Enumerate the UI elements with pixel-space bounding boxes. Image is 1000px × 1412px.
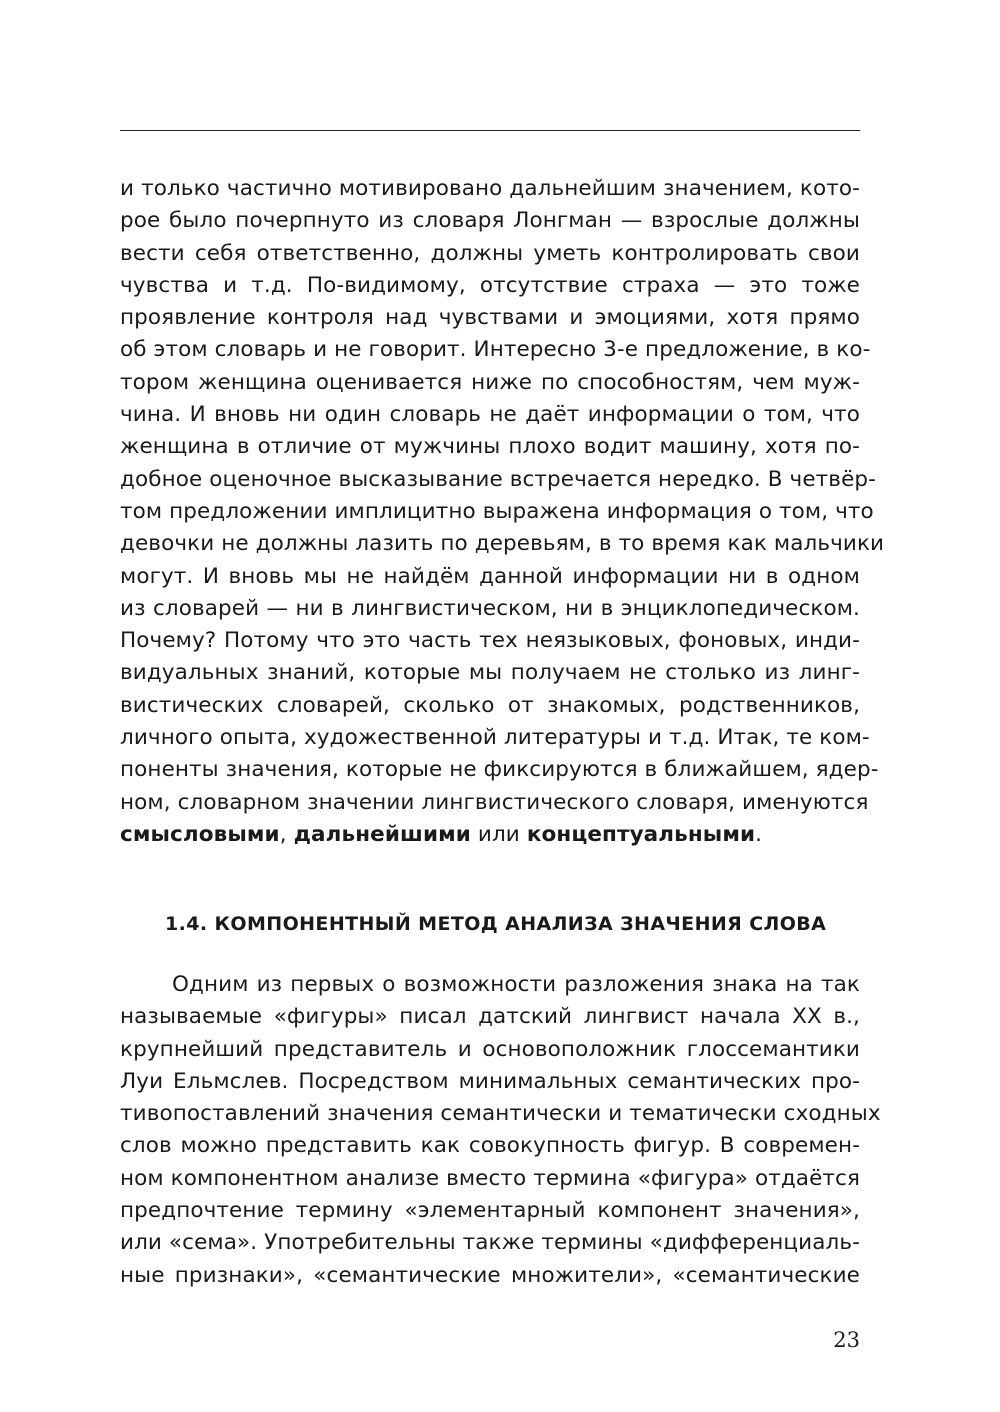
text-line: тором женщина оценивается ниже по способностям, чем муж- (120, 369, 860, 395)
text-line: ные признаки», «семантические множители», «семантические (120, 1262, 860, 1288)
text-line: том предложении имплицитно выражена информация о том, что (120, 498, 874, 524)
text-line: девочки не должны лазить по деревьям, в то время как мальчики (120, 531, 885, 557)
text-line: женщина в отличие от мужчины плохо водит машину, хотя по- (120, 434, 860, 460)
text-line: предпочтение термину «элементарный компонент значения», (120, 1198, 860, 1224)
text-line: рое было почерпнуто из словаря Лонгман — взрослые должны (120, 208, 860, 234)
text-line: вести себя ответственно, должны уметь контролировать свои (120, 240, 860, 266)
text-line: могут. И вновь мы не найдём данной информации ни в одном (120, 563, 860, 589)
text-line: ном, словарном значении лингвистического словаря, именуются (120, 789, 869, 815)
text-line: об этом словарь и не говорит. Интересно 3-е предложение, в ко- (120, 337, 871, 363)
paragraph-2 (120, 969, 881, 1292)
page-number: 23 (833, 1328, 860, 1352)
text-line: Одним из первых о возможности разложения знака на так (172, 972, 860, 997)
text-line: добное оценочное высказывание встречается нередко. В четвёр- (120, 466, 877, 492)
text-line: проявление контроля над чувствами и эмоциями, хотя прямо (120, 305, 860, 331)
text-line: чина. И вновь ни один словарь не даёт информации о том, что (120, 402, 860, 428)
text-line: слов можно представить как совокупность фигур. В современ- (120, 1133, 860, 1159)
text-line: называемые «фигуры» писал датский лингвист начала XX в., (120, 1004, 860, 1030)
text-line: тивопоставлений значения семантически и тематически сходных (120, 1101, 881, 1127)
text-line: личного опыта, художественной литературы и т.д. Итак, те ком- (120, 725, 870, 751)
bold-term: смысловыми (120, 821, 280, 847)
text-line: или «сема». Употребительны также термины «дифференциаль- (120, 1230, 860, 1256)
header-rule (120, 130, 860, 131)
separator: , (279, 821, 294, 847)
text-line: ном компонентном анализе вместо термина «фигура» отдаётся (120, 1165, 860, 1191)
text-line: Луи Ельмслев. Посредством минимальных семантических про- (120, 1068, 860, 1094)
period: . (755, 821, 763, 847)
text-line: Почему? Потому что это часть тех неязыковых, фоновых, инди- (120, 628, 860, 654)
text-line: вистических словарей, сколько от знакомых, родственников, (120, 692, 860, 718)
text-line: из словарей — ни в лингвистическом, ни в энциклопедическом. (120, 595, 860, 621)
text-line: видуальных знаний, которые мы получаем не столько из линг- (120, 660, 860, 686)
text-line-final (120, 819, 860, 851)
text-line: крупнейший представитель и основоположник глоссемантики (120, 1036, 860, 1062)
paragraph-1 (120, 173, 885, 851)
bold-term: концептуальными (526, 821, 756, 847)
bold-term: дальнейшими (293, 821, 471, 847)
text-line: чувства и т.д. По-видимому, отсутствие страха — это тоже (120, 272, 860, 298)
text-line: поненты значения, которые не фиксируются в ближайшем, ядер- (120, 757, 879, 783)
text-line: и только частично мотивировано дальнейшим значением, кото- (120, 176, 860, 201)
separator: или (470, 821, 527, 847)
section-heading: 1.4. КОМПОНЕНТНЫЙ МЕТОД АНАЛИЗА ЗНАЧЕНИЯ СЛОВА (165, 913, 827, 935)
